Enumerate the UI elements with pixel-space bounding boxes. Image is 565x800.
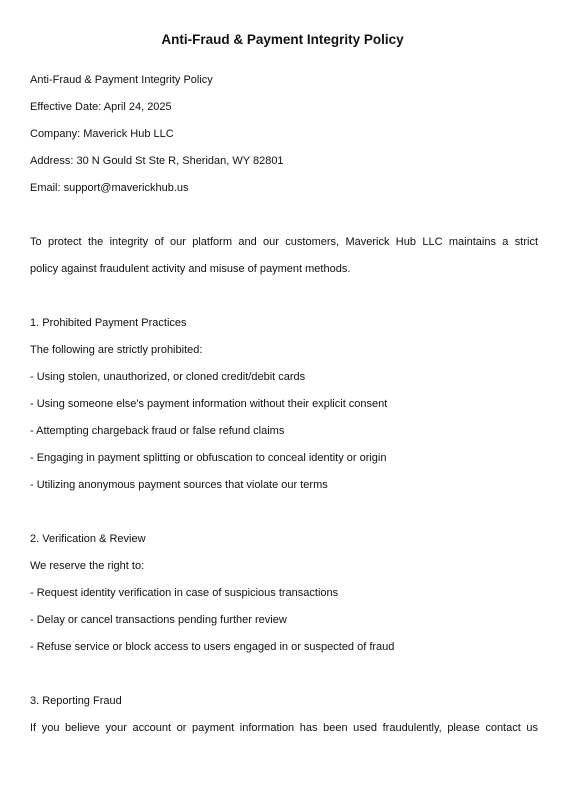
list-item: - Refuse service or block access to users engaged in or suspected of fraud	[30, 641, 395, 653]
section-heading: 2. Verification & Review	[30, 533, 146, 545]
contact-email: Email: support@maverickhub.us	[30, 182, 189, 194]
list-item: - Request identity verification in case of suspicious transactions	[30, 587, 339, 599]
policy-name: Anti-Fraud & Payment Integrity Policy	[30, 74, 213, 86]
list-item: - Using stolen, unauthorized, or cloned credit/debit cards	[30, 371, 306, 383]
document-title: Anti-Fraud & Payment Integrity Policy	[161, 32, 404, 47]
list-item: - Delay or cancel transactions pending further review	[30, 614, 287, 626]
list-item: - Attempting chargeback fraud or false refund claims	[30, 425, 285, 437]
company-address: Address: 30 N Gould St Ste R, Sheridan, WY 82801	[30, 155, 284, 167]
company-name: Company: Maverick Hub LLC	[30, 128, 174, 140]
section-heading: 3. Reporting Fraud	[30, 695, 122, 707]
list-item: - Engaging in payment splitting or obfuscation to conceal identity or origin	[30, 452, 387, 464]
intro-paragraph-line-1: To protect the integrity of our platform and our customers, Maverick Hub LLC maintains a strict	[30, 236, 538, 248]
section-lead: If you believe your account or payment information has been used fraudulently, please contact us	[30, 722, 538, 734]
section-lead: We reserve the right to:	[30, 560, 145, 572]
list-item: - Using someone else's payment information without their explicit consent	[30, 398, 388, 410]
effective-date: Effective Date: April 24, 2025	[30, 101, 172, 113]
intro-paragraph-line-2: policy against fraudulent activity and misuse of payment methods.	[30, 263, 351, 275]
list-item: - Utilizing anonymous payment sources that violate our terms	[30, 479, 328, 491]
section-lead: The following are strictly prohibited:	[30, 344, 203, 356]
section-heading: 1. Prohibited Payment Practices	[30, 317, 187, 329]
